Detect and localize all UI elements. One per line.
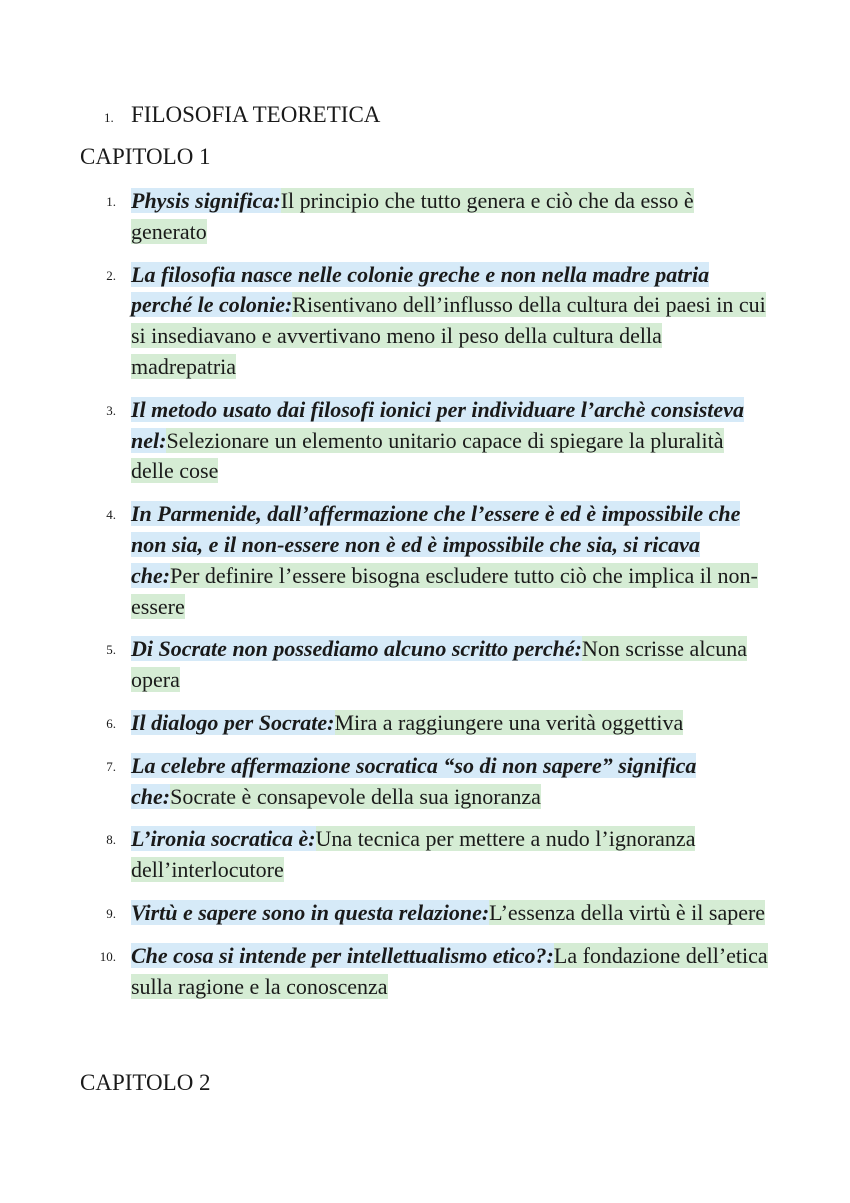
item-number: 10.	[99, 948, 116, 964]
question-text: Di Socrate non possediamo alcuno scritto perché:	[131, 636, 583, 662]
question-text: Il dialogo per Socrate:	[131, 709, 335, 735]
item-number: 5.	[106, 642, 116, 658]
answer-text: Selezionare un elemento unitario capace di spiegare la pluralità delle cose	[131, 427, 724, 484]
list-item	[0, 186, 850, 248]
question-text: Virtù e sapere sono in questa relazione:	[131, 899, 490, 925]
question-text: Che cosa si intende per intellettualismo etico?:	[131, 942, 554, 968]
question-text: La filosofia nasce nelle colonie greche e non nella madre patria perché le colonie:	[131, 261, 710, 318]
question-text: La celebre affermazione socratica “so di non sapere” significa che:	[131, 752, 697, 809]
answer-text: Mira a raggiungere una verità oggettiva	[334, 709, 684, 735]
list-item	[0, 751, 850, 813]
answer-text: Per definire l’essere bisogna escludere tutto ciò che implica il non-essere	[131, 562, 758, 619]
question-list	[0, 186, 850, 1014]
question-text: L’ironia socratica è:	[131, 826, 316, 852]
item-number: 9.	[106, 905, 116, 921]
answer-text: L’essenza della virtù è il sapere	[489, 899, 766, 925]
answer-text: Una tecnica per mettere a nudo l’ignoranza dell’interlocutore	[131, 826, 696, 883]
list-item	[0, 260, 850, 383]
question-text: Il metodo usato dai filosofi ionici per individuare l’archè consisteva nel:	[131, 396, 744, 453]
list-item	[0, 941, 850, 1003]
item-number: 2.	[106, 267, 116, 283]
list-item	[0, 499, 850, 622]
item-number: 6.	[106, 715, 116, 731]
answer-text: Il principio che tutto genera e ciò che da esso è generato	[131, 188, 694, 244]
item-number: 7.	[106, 758, 116, 774]
list-item	[0, 395, 850, 487]
answer-text: Socrate è consapevole della sua ignoranza	[170, 783, 541, 809]
item-number: 8.	[106, 832, 116, 848]
list-item	[0, 898, 850, 929]
item-number: 3.	[106, 402, 116, 418]
chapter-2-heading: CAPITOLO 2	[80, 1070, 211, 1095]
answer-text: Non scrisse alcuna opera	[131, 636, 747, 693]
list-item	[0, 634, 850, 696]
item-number: 4.	[106, 507, 116, 523]
answer-text: Risentivano dell’influsso della cultura dei paesi in cui si insediavano e avvertivano meno il peso della cultura della madrepatria	[131, 292, 766, 379]
chapter-1-heading: CAPITOLO 1	[80, 144, 211, 169]
item-number: 1.	[106, 194, 116, 209]
list-item	[0, 708, 850, 739]
list-item	[0, 824, 850, 886]
section-title: FILOSOFIA TEORETICA	[131, 102, 381, 127]
answer-text: La fondazione dell’etica sulla ragione e la conoscenza	[131, 942, 768, 999]
question-text: Physis significa:	[131, 188, 281, 213]
question-text: In Parmenide, dall’affermazione che l’essere è ed è impossibile che non sia, e il non-essere non è ed è impossibile che sia, si ricava che:	[131, 501, 741, 588]
section-number: 1.	[104, 110, 114, 125]
